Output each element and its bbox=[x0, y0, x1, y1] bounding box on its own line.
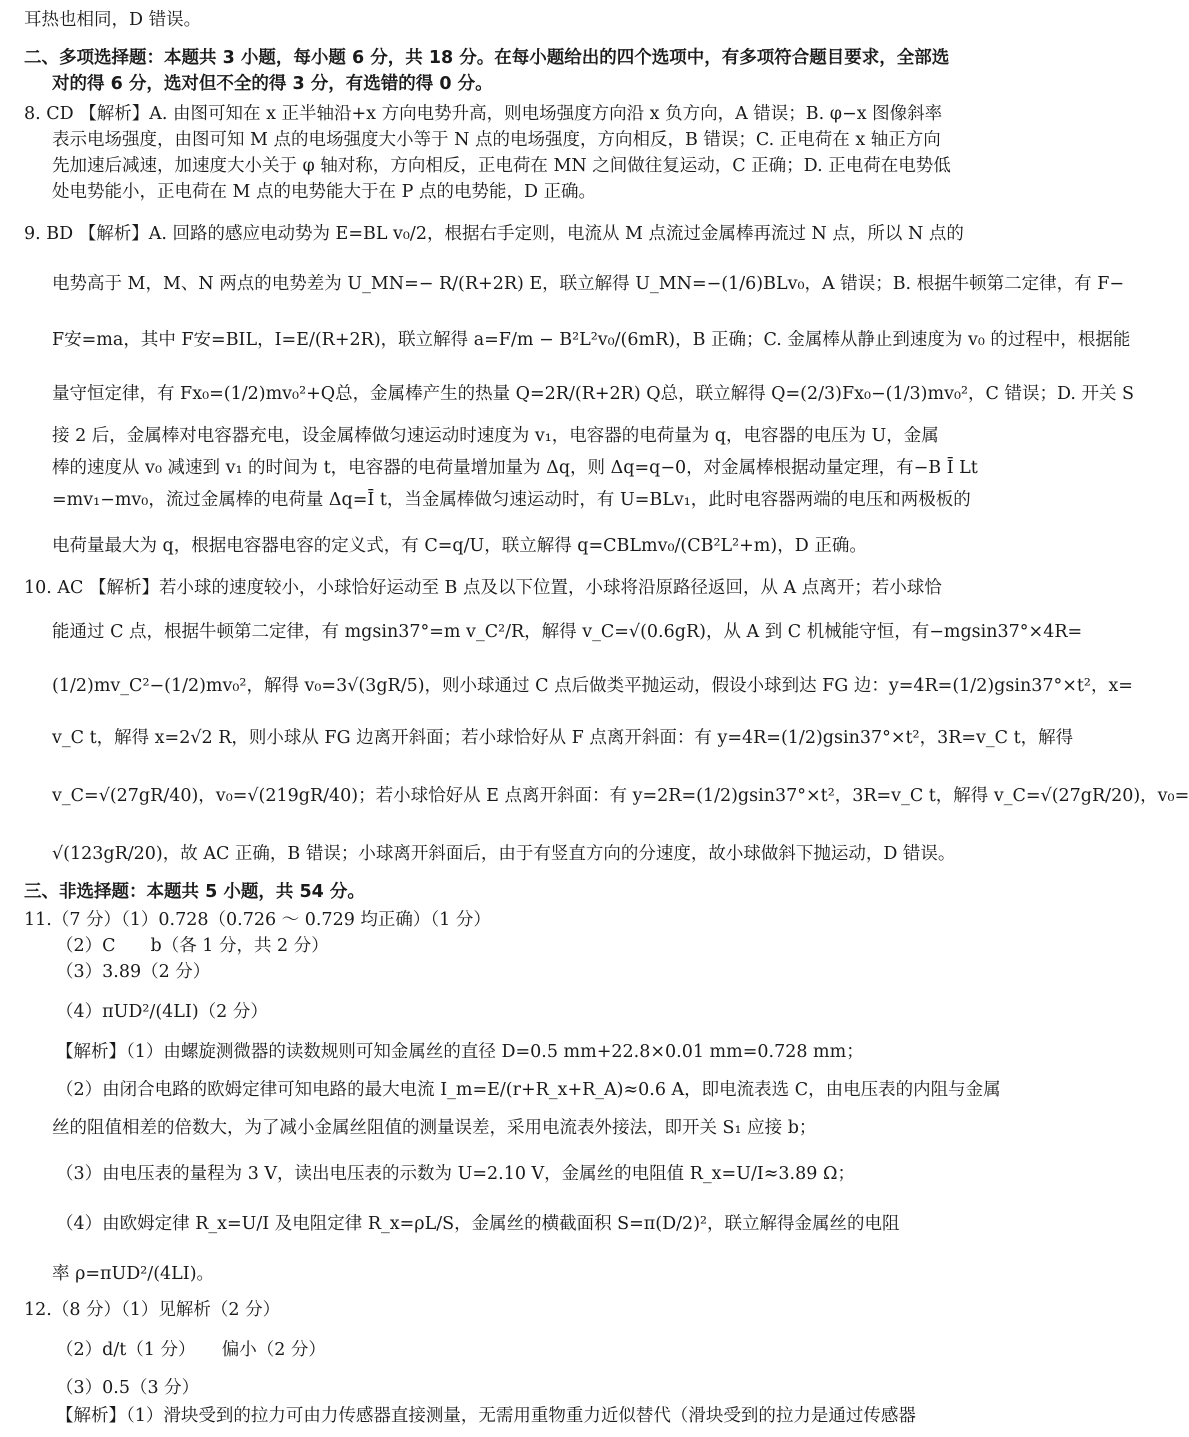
q9-line: 量守恒定律，有 Fx₀=(1/2)mv₀²+Q总，金属棒产生的热量 Q=2R/(R+2R) Q总，联立解得 Q=(2/3)Fx₀−(1/3)mv₀²，C 错误；D. 开关 S bbox=[52, 384, 1135, 404]
q8-line: 处电势能小，正电荷在 M 点的电势能大于在 P 点的电势能，D 正确。 bbox=[52, 182, 597, 202]
q11-line: （4）πUD²/(4LI)（2 分） bbox=[56, 1002, 268, 1022]
q8-line: 8. CD 【解析】A. 由图可知在 x 正半轴沿+x 方向电势升高，则电场强度方向沿 x 负方向，A 错误；B. φ−x 图像斜率 bbox=[24, 104, 943, 124]
q11-line: （3）3.89（2 分） bbox=[56, 962, 211, 982]
q8-line: 表示电场强度，由图可知 M 点的电场强度大小等于 N 点的电场强度，方向相反，B 错误；C. 正电荷在 x 轴正方向 bbox=[52, 130, 941, 150]
q9-line: 9. BD 【解析】A. 回路的感应电动势为 E=BL v₀/2，根据右手定则，电流从 M 点流过金属棒再流过 N 点，所以 N 点的 bbox=[24, 224, 964, 244]
q9-line: 电势高于 M，M、N 两点的电势差为 U_MN=− R/(R+2R) E，联立解得 U_MN=−(1/6)BLv₀，A 错误；B. 根据牛顿第二定律，有 F− bbox=[52, 274, 1125, 294]
q12-line: （3）0.5（3 分） bbox=[56, 1378, 200, 1398]
q11-line: （2）C b（各 1 分，共 2 分） bbox=[56, 936, 329, 956]
q9-line: =mv₁−mv₀，流过金属棒的电荷量 Δq=Ī t，当金属棒做匀速运动时，有 U=BLv₁，此时电容器两端的电压和两极板的 bbox=[52, 490, 971, 510]
q9-line: F安=ma，其中 F安=BIL，I=E/(R+2R)，联立解得 a=F/m − B²L²v₀/(6mR)，B 正确；C. 金属棒从静止到速度为 v₀ 的过程中，根据能 bbox=[52, 330, 1131, 350]
q9-line: 电荷量最大为 q，根据电容器电容的定义式，有 C=q/U，联立解得 q=CBLmv₀/(CB²L²+m)，D 正确。 bbox=[52, 536, 867, 556]
section-heading: 二、多项选择题：本题共 3 小题，每小题 6 分，共 18 分。在每小题给出的四个选项中，有多项符合题目要求，全部选 bbox=[24, 48, 950, 68]
q11-line: （4）由欧姆定律 R_x=U/I 及电阻定律 R_x=ρL/S，金属丝的横截面积 S=π(D/2)²，联立解得金属丝的电阻 bbox=[56, 1214, 900, 1234]
q11-line: 率 ρ=πUD²/(4LI)。 bbox=[52, 1264, 215, 1284]
q10-line: 能通过 C 点，根据牛顿第二定律，有 mgsin37°=m v_C²/R，解得 v_C=√(0.6gR)，从 A 到 C 机械能守恒，有−mgsin37°×4R= bbox=[52, 622, 1083, 642]
q9-line: 棒的速度从 v₀ 减速到 v₁ 的时间为 t，电容器的电荷量增加量为 Δq，则 Δq=q−0，对金属棒根据动量定理，有−B Ī Lt bbox=[52, 458, 978, 478]
q10-line: √(123gR/20)，故 AC 正确，B 错误；小球离开斜面后，由于有竖直方向的分速度，故小球做斜下抛运动，D 错误。 bbox=[52, 844, 956, 864]
q12-line: 【解析】（1）滑块受到的拉力可由力传感器直接测量，无需用重物重力近似替代（滑块受到的拉力是通过传感器 bbox=[56, 1406, 916, 1426]
text-line: 耳热也相同，D 错误。 bbox=[24, 10, 202, 30]
q9-line: 接 2 后，金属棒对电容器充电，设金属棒做匀速运动时速度为 v₁，电容器的电荷量为 q，电容器的电压为 U，金属 bbox=[52, 426, 939, 446]
q11-line: 丝的阻值相差的倍数大，为了减小金属丝阻值的测量误差，采用电流表外接法，即开关 S₁ 应接 b； bbox=[52, 1118, 817, 1138]
q11-line: （3）由电压表的量程为 3 V，读出电压表的示数为 U=2.10 V，金属丝的电阻值 R_x=U/I≈3.89 Ω； bbox=[56, 1164, 855, 1184]
q10-line: v_C=√(27gR/40)，v₀=√(219gR/40)；若小球恰好从 E 点离开斜面：有 y=2R=(1/2)gsin37°×t²，3R=v_C t，解得 v_C=√(27gR/20)，v₀= bbox=[52, 786, 1189, 806]
q10-line: 10. AC 【解析】若小球的速度较小，小球恰好运动至 B 点及以下位置，小球将沿原路径返回，从 A 点离开；若小球恰 bbox=[24, 578, 942, 598]
q11-line: 11.（7 分）（1）0.728（0.726 ～ 0.729 均正确）（1 分） bbox=[24, 910, 491, 930]
q11-line: （2）由闭合电路的欧姆定律可知电路的最大电流 I_m=E/(r+R_x+R_A)≈0.6 A，即电流表选 C，由电压表的内阻与金属 bbox=[56, 1080, 1001, 1100]
q8-line: 先加速后减速，加速度大小关于 φ 轴对称，方向相反，正电荷在 MN 之间做往复运动，C 正确；D. 正电荷在电势低 bbox=[52, 156, 951, 176]
q12-line: 12.（8 分）（1）见解析（2 分） bbox=[24, 1300, 281, 1320]
q12-line: （2）d/t（1 分） 偏小（2 分） bbox=[56, 1340, 326, 1360]
q11-line: 【解析】（1）由螺旋测微器的读数规则可知金属丝的直径 D=0.5 mm+22.8×0.01 mm=0.728 mm； bbox=[56, 1042, 864, 1062]
section-heading-cont: 对的得 6 分，选对但不全的得 3 分，有选错的得 0 分。 bbox=[52, 74, 493, 94]
section-heading: 三、非选择题：本题共 5 小题，共 54 分。 bbox=[24, 882, 365, 902]
q10-line: (1/2)mv_C²−(1/2)mv₀²，解得 v₀=3√(3gR/5)，则小球通过 C 点后做类平抛运动，假设小球到达 FG 边：y=4R=(1/2)gsin37°×t²，x= bbox=[52, 676, 1133, 696]
q10-line: v_C t，解得 x=2√2 R，则小球从 FG 边离开斜面；若小球恰好从 F 点离开斜面：有 y=4R=(1/2)gsin37°×t²，3R=v_C t，解得 bbox=[52, 728, 1074, 748]
